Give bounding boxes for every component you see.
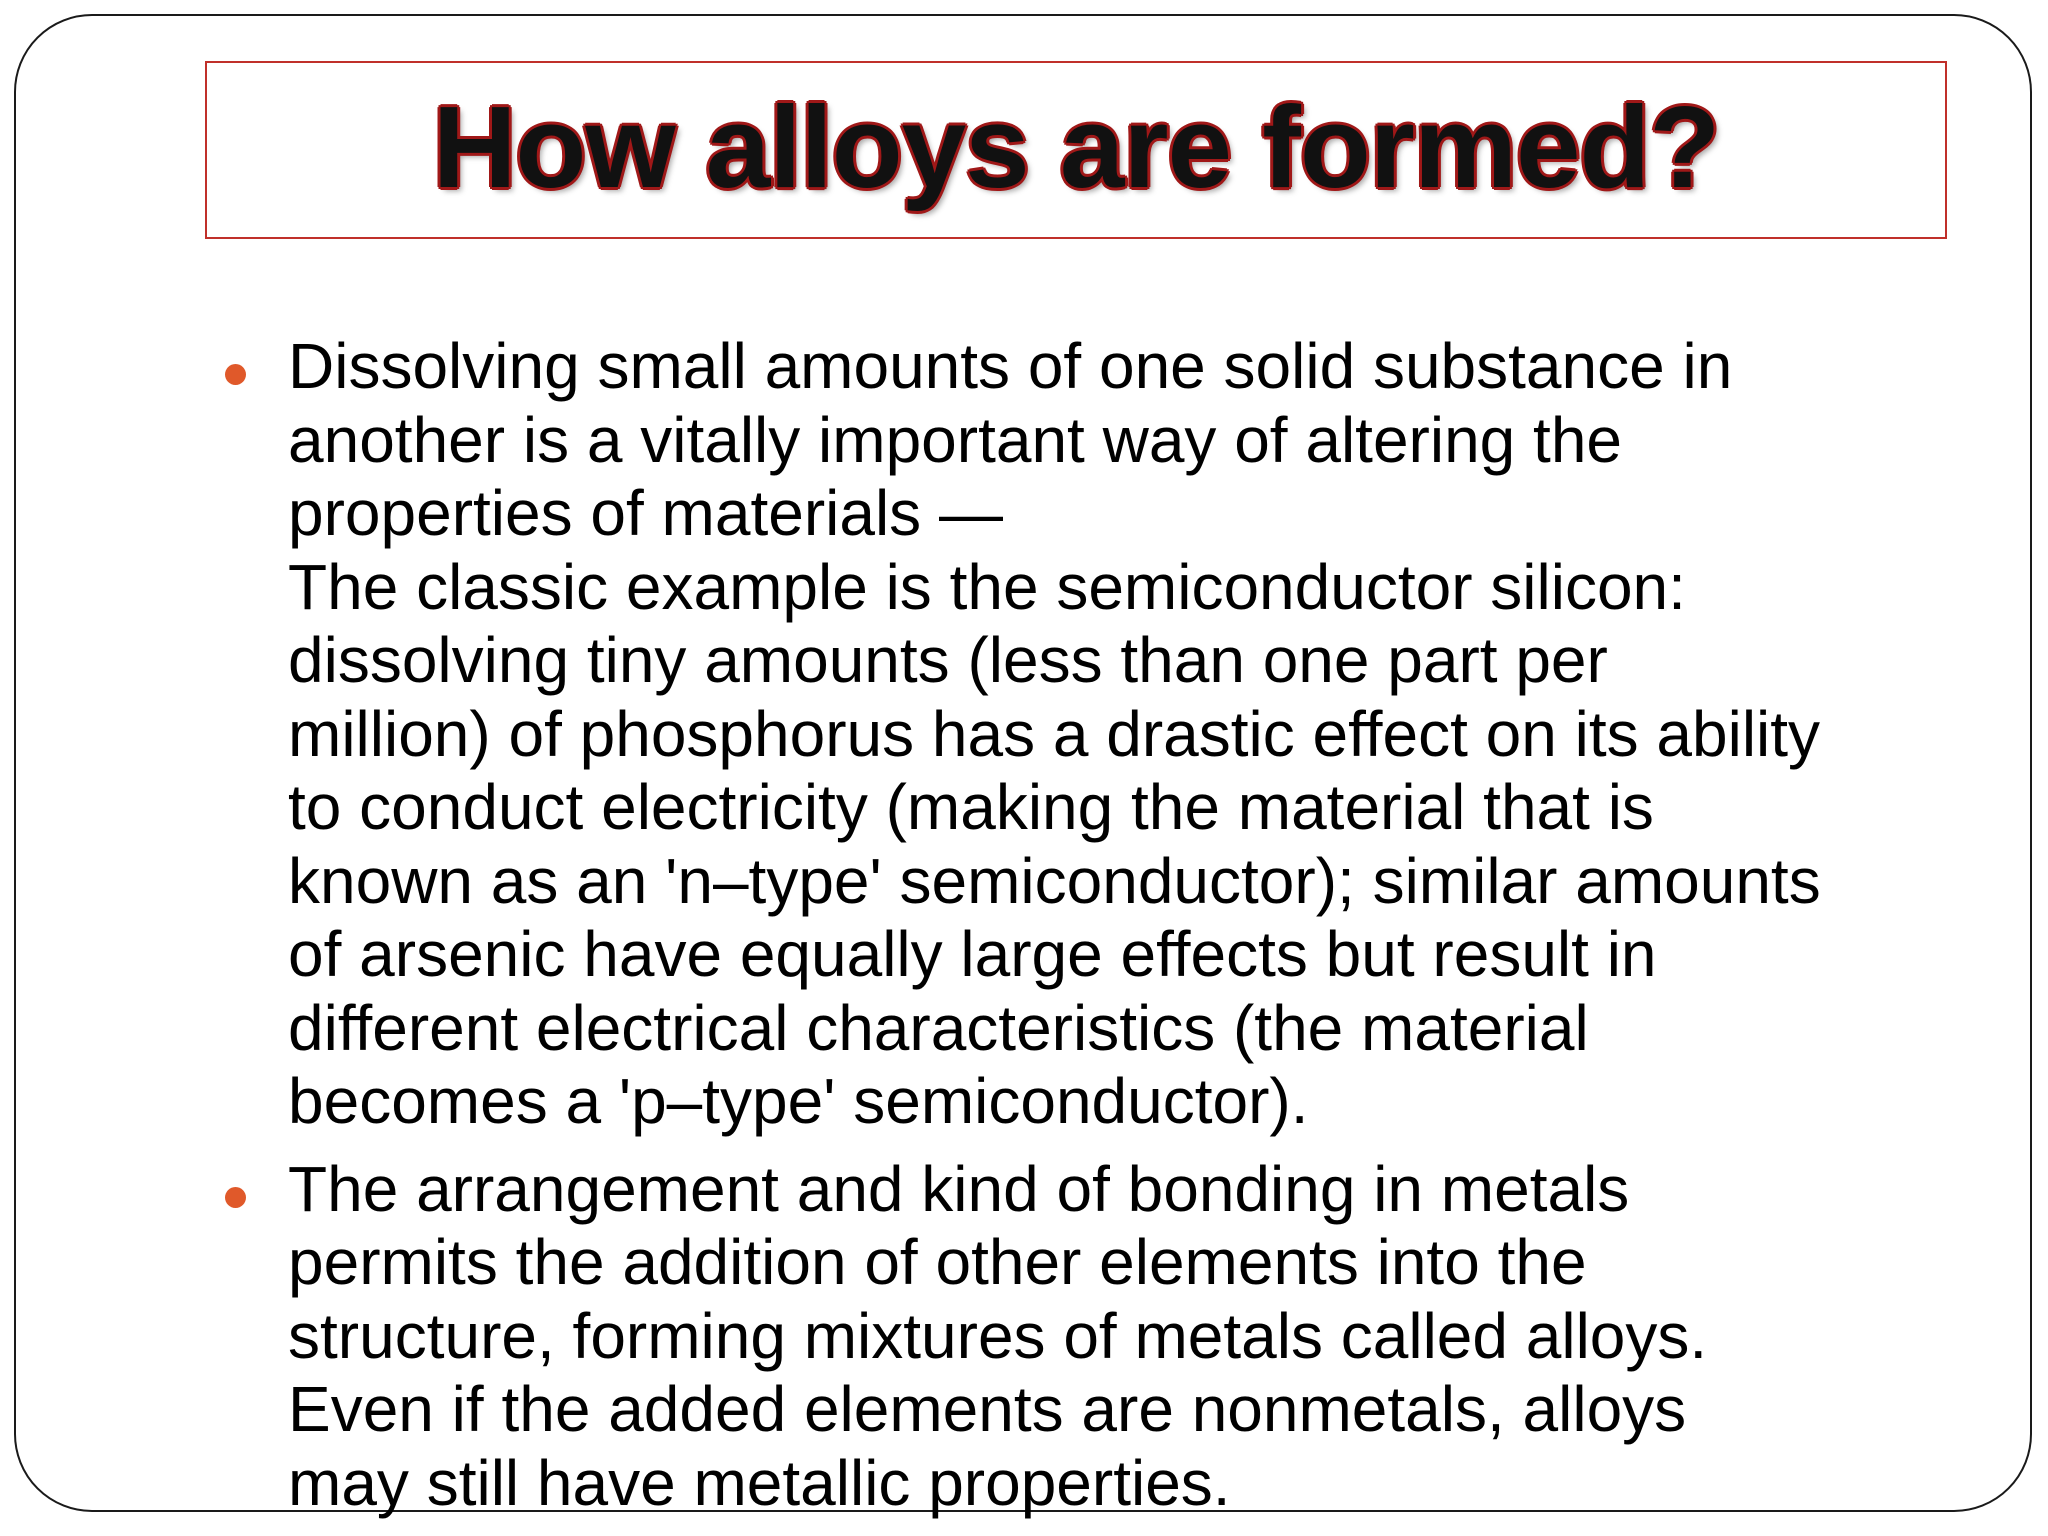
bullet-text-line: The arrangement and kind of bonding in metals xyxy=(288,1152,1630,1225)
bullet-list xyxy=(210,330,1940,1520)
bullet-text-line: Even if the added elements are nonmetals, alloys xyxy=(288,1373,1687,1445)
bullet-text-line: may still have metallic properties. xyxy=(288,1446,1231,1519)
bullet-text-line: structure, forming mixtures of metals called alloys. xyxy=(288,1299,1708,1372)
bullet-text-line: properties of materials — xyxy=(288,477,1003,549)
slide-title: How alloys are formed? xyxy=(432,82,1720,212)
bullet-text-line: million) of phosphorus has a drastic effect on its ability xyxy=(288,697,1821,770)
bullet-text-line: another is a vitally important way of altering the xyxy=(288,403,1622,476)
bullet-text-line: The classic example is the semiconductor silicon: xyxy=(288,550,1686,623)
title-box xyxy=(205,61,1947,239)
bullet-dot-icon xyxy=(225,364,246,385)
bullet-text-line: to conduct electricity (making the material that is xyxy=(288,771,1654,843)
bullet-text-line: known as an 'n–type' semiconductor); similar amounts xyxy=(288,844,1821,917)
bullet-text-line: different electrical characteristics (the material xyxy=(288,991,1589,1064)
bullet-text-line: becomes a 'p–type' semiconductor). xyxy=(288,1065,1309,1137)
bullet-text-line: Dissolving small amounts of one solid substance in xyxy=(288,330,1733,402)
bullet-item xyxy=(210,1153,1940,1521)
bullet-text-line: permits the addition of other elements into the xyxy=(288,1226,1587,1298)
slide-content xyxy=(210,330,1940,1534)
bullet-item xyxy=(210,330,1940,1139)
bullet-dot-icon xyxy=(225,1187,246,1208)
bullet-text-line: dissolving tiny amounts (less than one part per xyxy=(288,624,1608,696)
bullet-text-line: of arsenic have equally large effects but result in xyxy=(288,918,1657,990)
